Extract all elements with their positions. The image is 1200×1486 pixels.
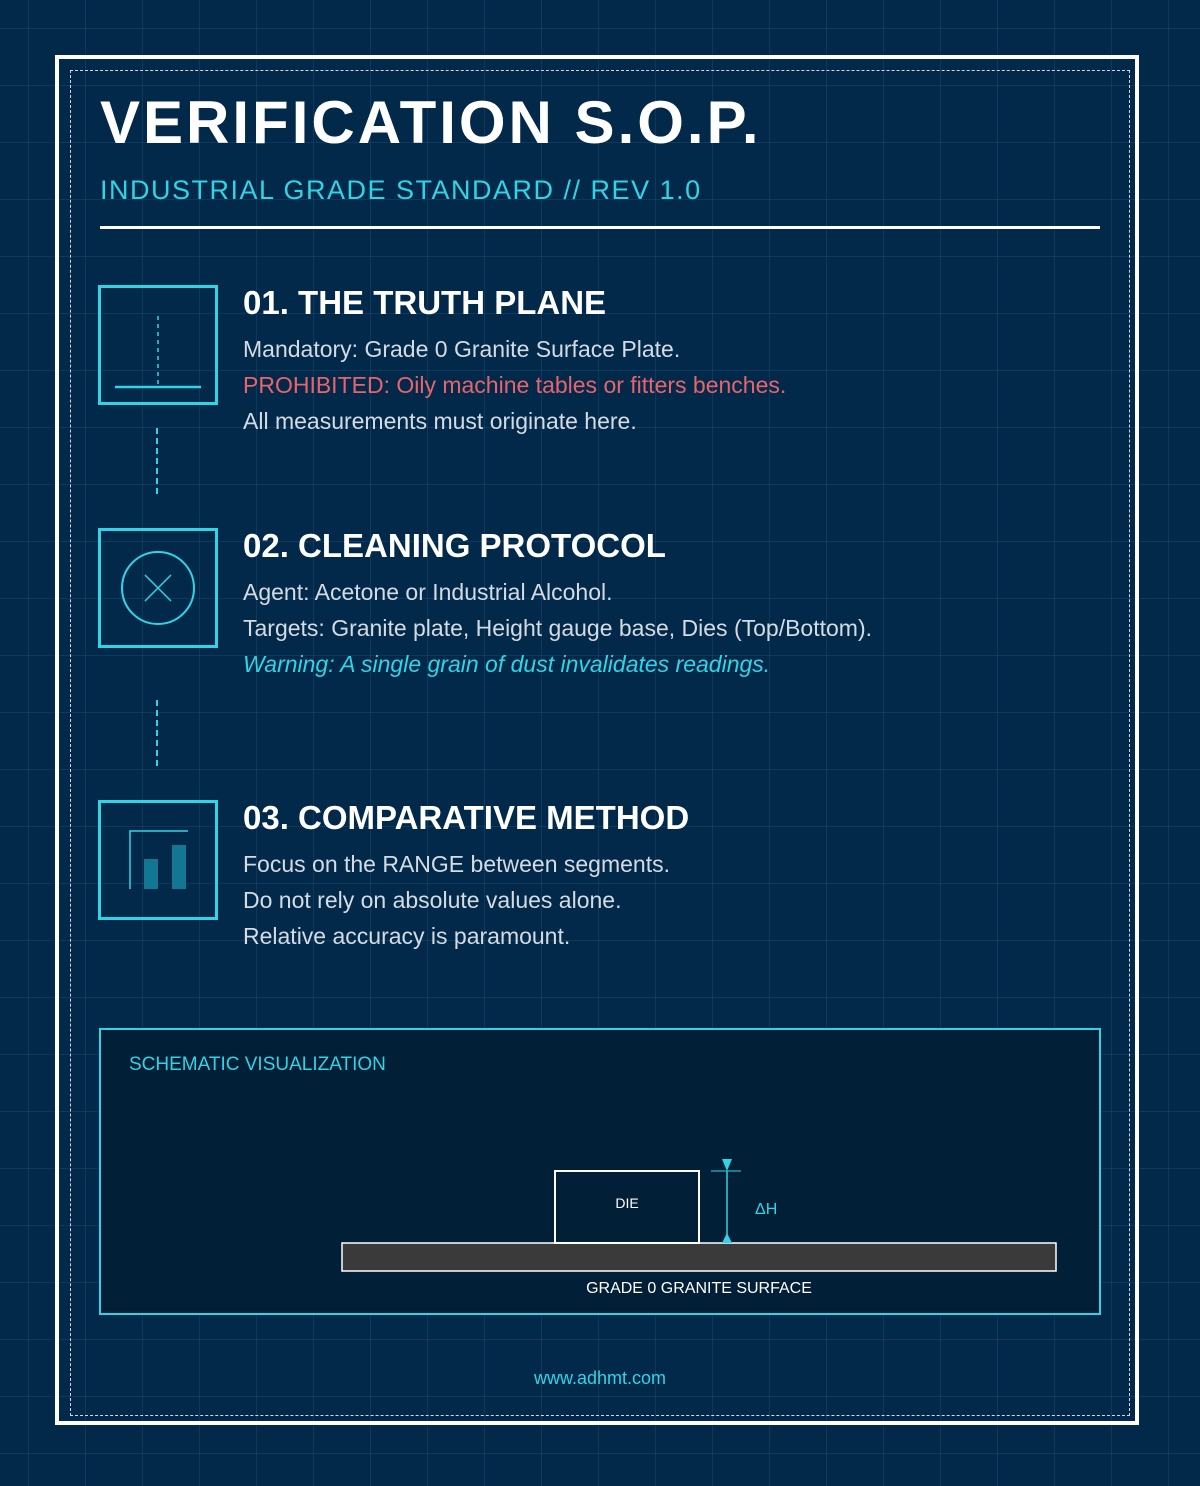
prohibited-line: PROHIBITED: Oily machine tables or fitters benches. bbox=[243, 372, 787, 398]
page-title: VERIFICATION S.O.P. bbox=[100, 89, 762, 156]
step-line: Focus on the RANGE between segments. bbox=[243, 851, 670, 877]
page-subtitle: INDUSTRIAL GRADE STANDARD // REV 1.0 bbox=[100, 175, 702, 205]
step-line: Agent: Acetone or Industrial Alcohol. bbox=[243, 579, 613, 605]
step-heading: 01. THE TRUTH PLANE bbox=[243, 284, 607, 321]
warning-line: Warning: A single grain of dust invalidates readings. bbox=[243, 651, 771, 677]
schematic-panel bbox=[99, 1028, 1101, 1315]
step-line: Relative accuracy is paramount. bbox=[243, 923, 571, 949]
title-divider bbox=[100, 226, 1100, 229]
step-comparative-method bbox=[243, 800, 1103, 954]
delta-h-arrow-top bbox=[722, 1159, 732, 1171]
cleaning-x-icon bbox=[98, 528, 218, 648]
die-label: DIE bbox=[615, 1195, 639, 1211]
delta-h-label: ΔH bbox=[755, 1201, 778, 1218]
bar-comparison-icon bbox=[98, 800, 218, 920]
footer-url[interactable]: www.adhmt.com bbox=[533, 1368, 667, 1388]
step-heading: 03. COMPARATIVE METHOD bbox=[243, 799, 690, 836]
step-line: Mandatory: Grade 0 Granite Surface Plate. bbox=[243, 336, 681, 362]
schematic-drawing bbox=[99, 1028, 1101, 1315]
step-truth-plane bbox=[243, 285, 1103, 439]
surface-label: GRADE 0 GRANITE SURFACE bbox=[586, 1280, 812, 1297]
step-connector-1 bbox=[156, 428, 158, 494]
step-line: Do not rely on absolute values alone. bbox=[243, 887, 622, 913]
step-line: Targets: Granite plate, Height gauge base, Dies (Top/Bottom). bbox=[243, 615, 872, 641]
schematic-label: SCHEMATIC VISUALIZATION bbox=[129, 1054, 386, 1075]
step-heading: 02. CLEANING PROTOCOL bbox=[243, 527, 666, 564]
step-line: All measurements must originate here. bbox=[243, 408, 637, 434]
granite-surface-plate bbox=[342, 1243, 1056, 1271]
step-connector-2 bbox=[156, 700, 158, 766]
step-cleaning-protocol bbox=[243, 528, 1103, 682]
delta-h-arrow-bottom bbox=[722, 1233, 732, 1243]
surface-plate-icon bbox=[98, 285, 218, 405]
